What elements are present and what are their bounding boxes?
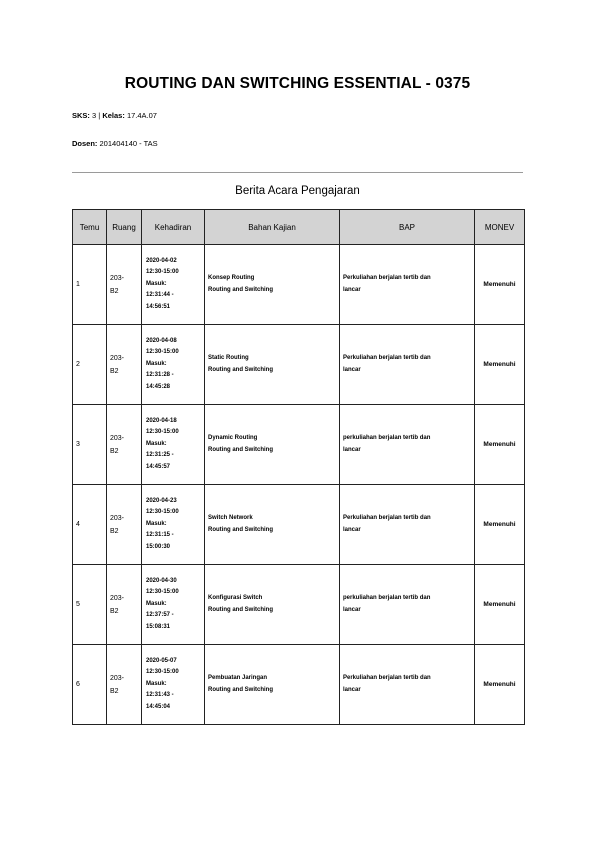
ruang-line: B2 [110, 607, 119, 615]
cell-kehadiran [142, 245, 205, 325]
bahan-topic: Switch Network [208, 515, 253, 521]
kehadiran-in-time: 12:31:44 - [146, 292, 174, 299]
cell-bahan-kajian [205, 565, 340, 645]
cell-ruang [107, 405, 142, 485]
cell-monev: Memenuhi [475, 325, 525, 405]
ruang-line: B2 [110, 367, 119, 375]
kehadiran-in-time: 12:31:25 - [146, 452, 174, 459]
ruang-line: 203- [110, 434, 125, 442]
bahan-topic: Pembuatan Jaringan [208, 675, 268, 681]
kehadiran-date: 2020-04-02 [146, 257, 177, 264]
header-kehadiran: Kehadiran [142, 210, 205, 245]
cell-ruang [107, 325, 142, 405]
bap-line: Perkuliahan berjalan tertib dan [343, 355, 431, 361]
cell-kehadiran [142, 645, 205, 725]
ruang-line: B2 [110, 287, 119, 295]
bahan-topic: Dynamic Routing [208, 435, 258, 441]
sks-label: SKS: [72, 111, 90, 120]
cell-monev: Memenuhi [475, 245, 525, 325]
bahan-course: Routing and Switching [208, 446, 273, 453]
cell-ruang [107, 565, 142, 645]
bap-line: Perkuliahan berjalan tertib dan [343, 275, 431, 281]
table-row [73, 645, 525, 725]
kehadiran-in-time: 12:37:57 - [146, 612, 174, 619]
cell-bahan-kajian [205, 645, 340, 725]
cell-bap [340, 645, 475, 725]
cell-bahan-kajian [205, 245, 340, 325]
bap-line: lancar [343, 606, 361, 613]
header-temu: Temu [73, 210, 107, 245]
ruang-line: 203- [110, 274, 125, 282]
kehadiran-masuk-label: Masuk: [146, 520, 167, 527]
cell-monev: Memenuhi [475, 645, 525, 725]
bahan-topic: Static Routing [208, 355, 249, 361]
bap-line: Perkuliahan berjalan tertib dan [343, 515, 431, 521]
bahan-course: Routing and Switching [208, 366, 273, 373]
kehadiran-masuk-label: Masuk: [146, 680, 167, 687]
ruang-line: 203- [110, 594, 125, 602]
ruang-line: B2 [110, 687, 119, 695]
cell-bap [340, 405, 475, 485]
table-row [73, 405, 525, 485]
cell-ruang [107, 645, 142, 725]
course-meta [72, 111, 157, 120]
lecturer-meta [72, 139, 158, 148]
bap-line: perkuliahan berjalan tertib dan [343, 435, 431, 441]
kehadiran-out-time: 14:45:04 [146, 703, 171, 710]
dosen-label: Dosen: [72, 139, 98, 148]
divider [72, 172, 523, 173]
cell-bap [340, 325, 475, 405]
kehadiran-out-time: 15:08:31 [146, 623, 171, 630]
cell-kehadiran [142, 405, 205, 485]
sks-value: 3 [92, 111, 97, 120]
bap-line: Perkuliahan berjalan tertib dan [343, 675, 431, 681]
kehadiran-schedule: 12:30-15:00 [146, 349, 179, 356]
bap-line: lancar [343, 526, 361, 533]
kelas-label: Kelas: [102, 111, 125, 120]
ruang-line: 203- [110, 514, 125, 522]
kehadiran-out-time: 15:00:30 [146, 543, 171, 550]
kehadiran-out-time: 14:56:51 [146, 303, 171, 310]
kehadiran-masuk-label: Masuk: [146, 280, 167, 287]
cell-bap [340, 245, 475, 325]
cell-kehadiran [142, 565, 205, 645]
cell-bap [340, 485, 475, 565]
bap-line: perkuliahan berjalan tertib dan [343, 595, 431, 601]
kehadiran-date: 2020-04-30 [146, 577, 177, 584]
cell-kehadiran [142, 325, 205, 405]
dosen-value: 201404140 - TAS [99, 139, 158, 148]
table-header-row [73, 210, 525, 245]
kehadiran-masuk-label: Masuk: [146, 440, 167, 447]
kelas-value: 17.4A.07 [126, 111, 157, 120]
kehadiran-in-time: 12:31:28 - [146, 372, 174, 379]
cell-temu: 6 [73, 645, 107, 725]
kehadiran-date: 2020-05-07 [146, 657, 177, 664]
teaching-log-table [72, 209, 525, 725]
header-bap: BAP [340, 210, 475, 245]
cell-bahan-kajian [205, 325, 340, 405]
cell-bahan-kajian [205, 405, 340, 485]
bap-line: lancar [343, 366, 361, 373]
kehadiran-out-time: 14:45:57 [146, 463, 171, 470]
bahan-course: Routing and Switching [208, 286, 273, 293]
header-ruang: Ruang [107, 210, 142, 245]
kehadiran-out-time: 14:45:28 [146, 383, 171, 390]
bahan-course: Routing and Switching [208, 686, 273, 693]
cell-temu: 3 [73, 405, 107, 485]
bahan-course: Routing and Switching [208, 606, 273, 613]
cell-bahan-kajian [205, 485, 340, 565]
cell-temu: 2 [73, 325, 107, 405]
bahan-topic: Konfigurasi Switch [208, 595, 263, 601]
bap-line: lancar [343, 286, 361, 293]
table-row [73, 485, 525, 565]
cell-temu: 5 [73, 565, 107, 645]
ruang-line: 203- [110, 674, 125, 682]
bap-line: lancar [343, 446, 361, 453]
meta-separator: | [98, 111, 101, 120]
kehadiran-schedule: 12:30-15:00 [146, 669, 179, 676]
kehadiran-schedule: 12:30-15:00 [146, 269, 179, 276]
bahan-topic: Konsep Routing [208, 275, 255, 281]
bap-line: lancar [343, 686, 361, 693]
kehadiran-date: 2020-04-18 [146, 417, 177, 424]
ruang-line: B2 [110, 527, 119, 535]
cell-kehadiran [142, 485, 205, 565]
cell-bap [340, 565, 475, 645]
table-row [73, 565, 525, 645]
ruang-line: B2 [110, 447, 119, 455]
kehadiran-date: 2020-04-08 [146, 337, 177, 344]
cell-monev: Memenuhi [475, 565, 525, 645]
cell-ruang [107, 245, 142, 325]
header-bahan-kajian: Bahan Kajian [205, 210, 340, 245]
bahan-course: Routing and Switching [208, 526, 273, 533]
kehadiran-date: 2020-04-23 [146, 497, 177, 504]
kehadiran-schedule: 12:30-15:00 [146, 589, 179, 596]
kehadiran-masuk-label: Masuk: [146, 600, 167, 607]
cell-monev: Memenuhi [475, 405, 525, 485]
kehadiran-schedule: 12:30-15:00 [146, 509, 179, 516]
document-title: ROUTING DAN SWITCHING ESSENTIAL - 0375 [124, 75, 471, 92]
cell-temu: 1 [73, 245, 107, 325]
table-row [73, 325, 525, 405]
cell-ruang [107, 485, 142, 565]
header-monev: MONEV [475, 210, 525, 245]
table-row [73, 245, 525, 325]
cell-monev: Memenuhi [475, 485, 525, 565]
cell-temu: 4 [73, 485, 107, 565]
kehadiran-masuk-label: Masuk: [146, 360, 167, 367]
kehadiran-in-time: 12:31:43 - [146, 692, 174, 699]
kehadiran-in-time: 12:31:15 - [146, 532, 174, 539]
kehadiran-schedule: 12:30-15:00 [146, 429, 179, 436]
section-title: Berita Acara Pengajaran [235, 185, 360, 197]
ruang-line: 203- [110, 354, 125, 362]
